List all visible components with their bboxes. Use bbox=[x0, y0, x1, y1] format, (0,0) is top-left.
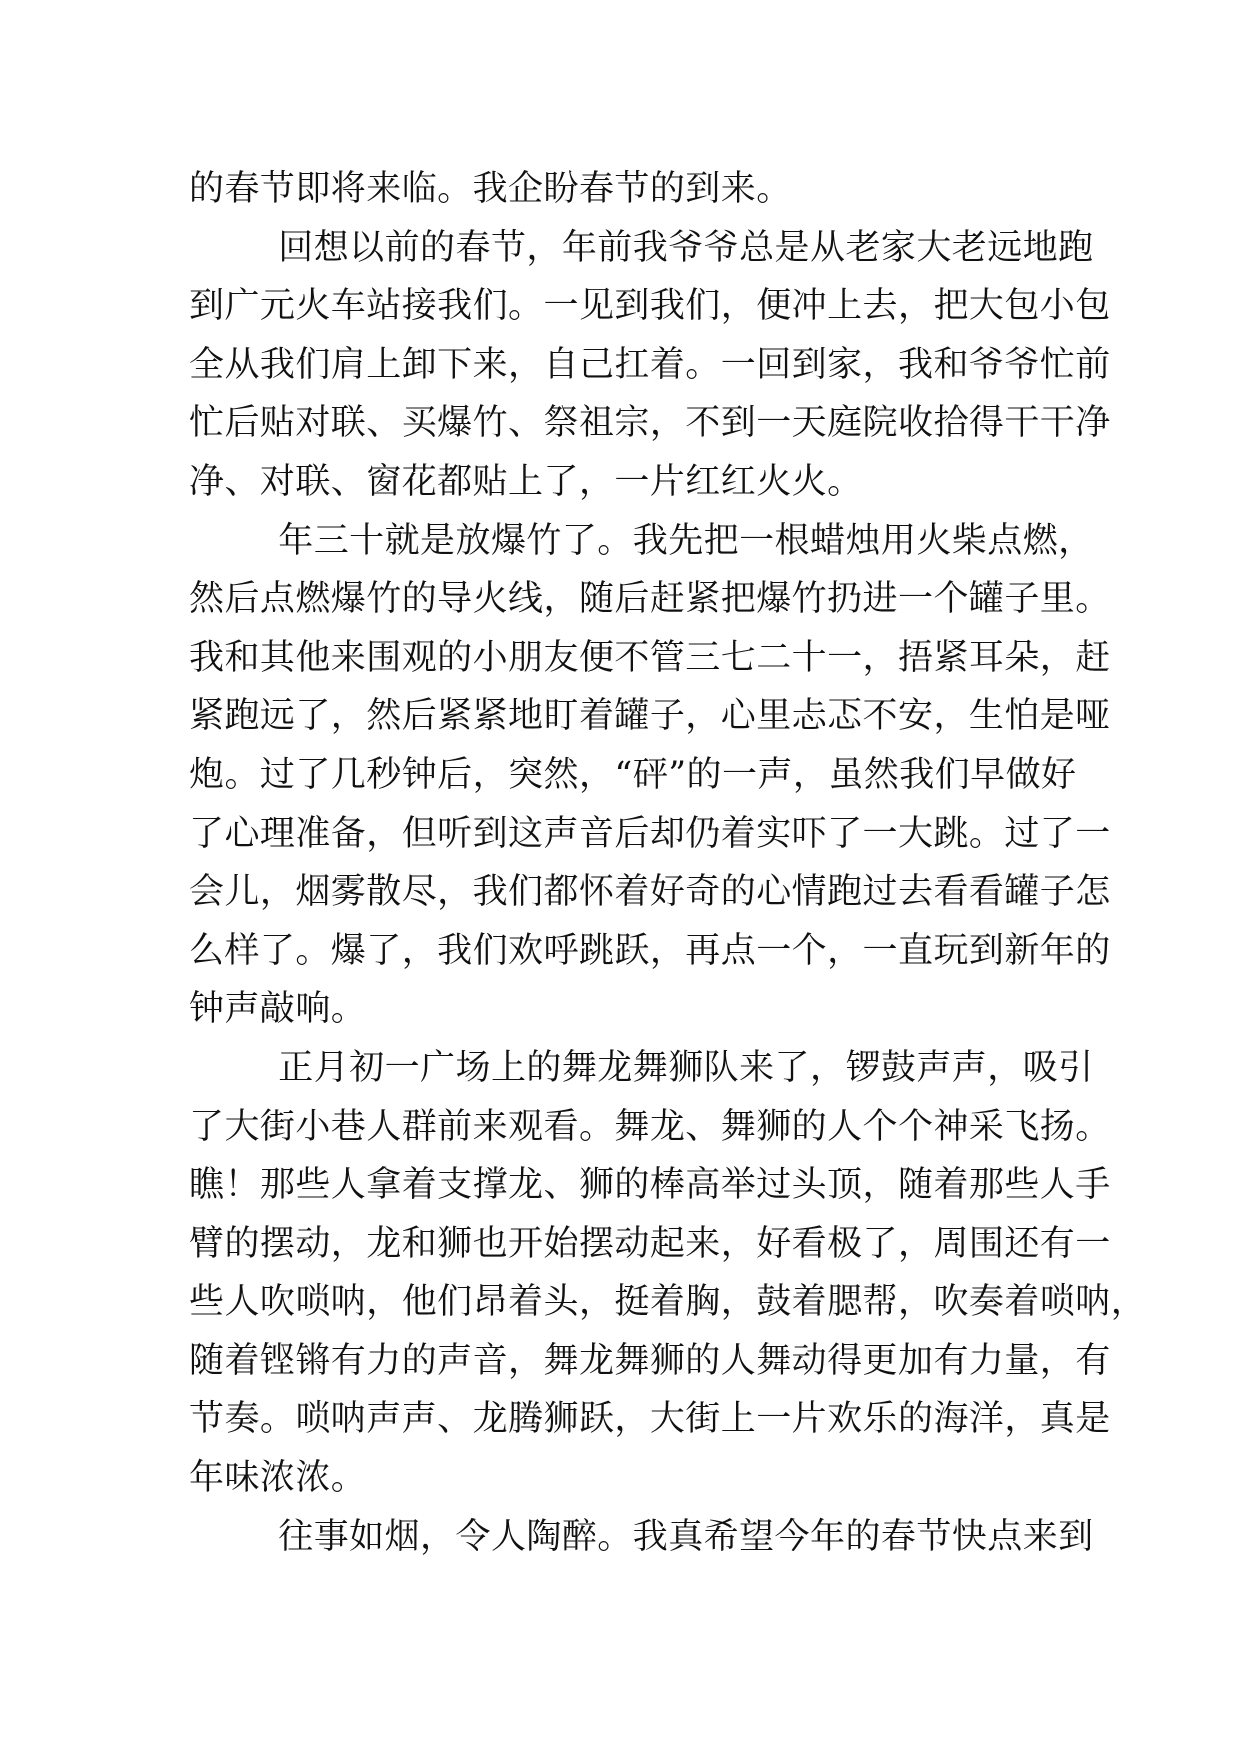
text-line: 瞧！那些人拿着支撑龙、狮的棒高举过头顶，随着那些人手 bbox=[189, 1165, 1111, 1206]
paragraph bbox=[189, 1508, 1094, 1567]
text-line: 的春节即将来临。我企盼春节的到来。 bbox=[189, 169, 792, 209]
text-line: 我和其他来围观的小朋友便不管三七二十一，捂紧耳朵，赶 bbox=[189, 637, 1111, 678]
text-line: 会儿，烟雾散尽，我们都怀着好奇的心情跑过去看看罐子怎 bbox=[189, 872, 1111, 913]
text-line: 年三十就是放爆竹了。我先把一根蜡烛用火柴点燃， bbox=[278, 520, 1094, 561]
text-line: 往事如烟，令人陶醉。我真希望今年的春节快点来到 bbox=[278, 1516, 1094, 1557]
text-line: 全从我们肩上卸下来，自己扛着。一回到家，我和爷爷忙前 bbox=[189, 344, 1111, 385]
paragraph bbox=[189, 219, 1111, 512]
text-line: 节奏。唢呐声声、龙腾狮跃，大街上一片欢乐的海洋，真是 bbox=[189, 1399, 1111, 1440]
essay-body bbox=[189, 160, 1147, 1566]
text-line: 回想以前的春节，年前我爷爷总是从老家大老远地跑 bbox=[278, 227, 1094, 268]
text-line: 紧跑远了，然后紧紧地盯着罐子，心里忐忑不安，生怕是哑 bbox=[189, 696, 1111, 737]
text-line: 了大街小巷人群前来观看。舞龙、舞狮的人个个神采飞扬。 bbox=[189, 1106, 1111, 1147]
text-line: 了心理准备，但听到这声音后却仍着实吓了一大跳。过了一 bbox=[189, 813, 1111, 854]
text-line: 钟声敲响。 bbox=[189, 989, 367, 1030]
text-line: 炮。过了几秒钟后，突然，“砰”的一声，虽然我们早做好 bbox=[189, 754, 1077, 795]
text-line: 到广元火车站接我们。一见到我们，便冲上去，把大包小包 bbox=[189, 286, 1111, 327]
text-line: 臂的摆动，龙和狮也开始摆动起来，好看极了，周围还有一 bbox=[189, 1223, 1111, 1264]
text-line: 些人吹唢呐，他们昂着头，挺着胸，鼓着腮帮，吹奏着唢呐， bbox=[189, 1282, 1147, 1323]
text-line: 随着铿锵有力的声音，舞龙舞狮的人舞动得更加有力量，有 bbox=[189, 1340, 1111, 1381]
paragraph bbox=[189, 1039, 1147, 1508]
text-line: 然后点燃爆竹的导火线，随后赶紧把爆竹扔进一个罐子里。 bbox=[189, 579, 1111, 620]
text-line: 忙后贴对联、买爆竹、祭祖宗，不到一天庭院收拾得干干净 bbox=[189, 403, 1111, 444]
text-line: 么样了。爆了，我们欢呼跳跃，再点一个，一直玩到新年的 bbox=[189, 930, 1111, 971]
paragraph bbox=[189, 512, 1111, 1039]
text-line: 年味浓浓。 bbox=[189, 1458, 367, 1499]
text-line: 净、对联、窗花都贴上了，一片红红火火。 bbox=[189, 461, 863, 502]
text-line: 正月初一广场上的舞龙舞狮队来了，锣鼓声声，吸引 bbox=[278, 1047, 1094, 1088]
paragraph bbox=[189, 160, 1061, 219]
